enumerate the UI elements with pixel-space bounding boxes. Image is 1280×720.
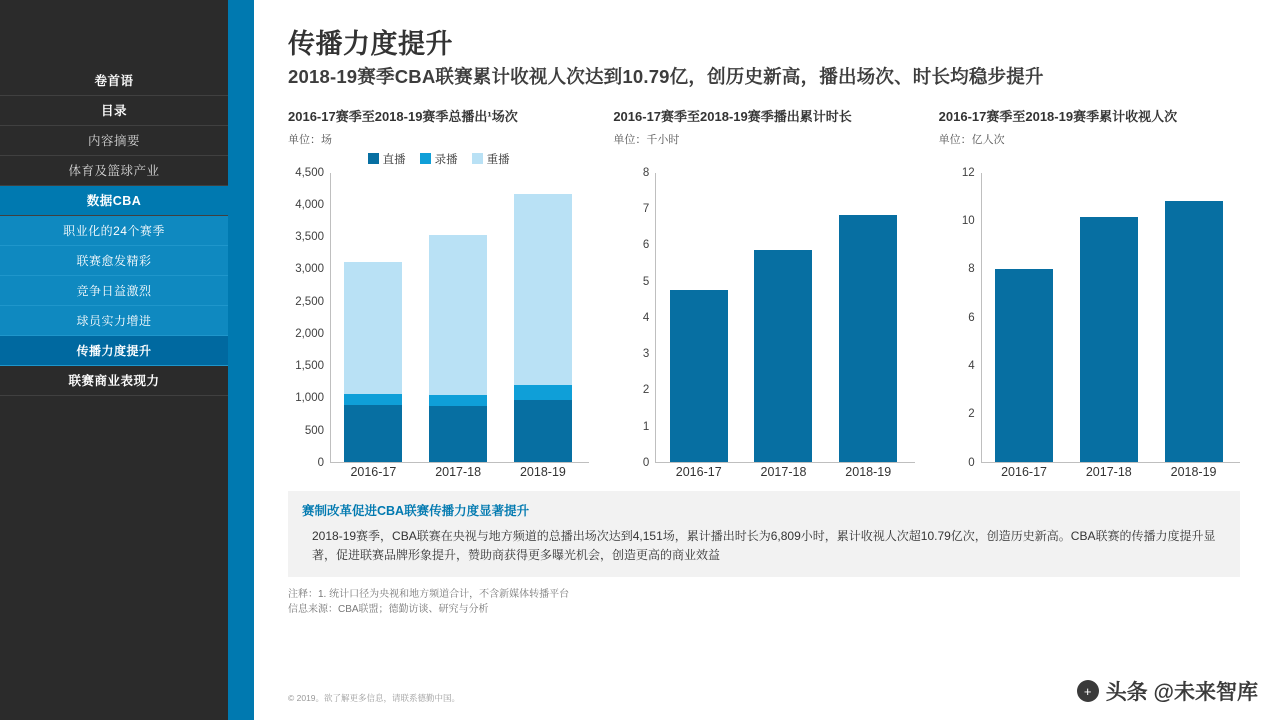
x-tick-label: 2018-19: [845, 464, 892, 479]
bar-segment: [670, 290, 728, 462]
chart-unit-label: 单位：场: [288, 133, 332, 146]
bar-column[interactable]: [514, 173, 572, 462]
y-tick-label: 2: [642, 384, 650, 397]
x-tick-label: 2018-19: [519, 464, 566, 479]
x-tick-label: 2018-19: [1170, 464, 1217, 479]
y-tick-label: 4,000: [295, 199, 324, 212]
circle-plus-icon: +: [1077, 680, 1099, 702]
y-tick-label: 3,500: [295, 231, 324, 244]
bar-column[interactable]: [1165, 173, 1223, 462]
bar-segment: [514, 194, 572, 385]
legend-item-0: [368, 151, 406, 167]
bar-segment: [344, 394, 402, 405]
bars-container: [331, 173, 585, 462]
chart-unit-label: 单位：亿人次: [938, 133, 1005, 146]
y-tick-label: 3: [642, 348, 650, 361]
callout-title: 赛制改革促进CBA联赛传播力度显著提升: [302, 503, 530, 518]
x-tick-label: 2017-18: [760, 464, 807, 479]
bar-column[interactable]: [839, 173, 897, 462]
x-tick-label: 2017-18: [1085, 464, 1132, 479]
sidebar-item-label: 卷首语: [94, 74, 134, 88]
y-tick-label: 2,000: [295, 327, 324, 340]
bar-column[interactable]: [344, 173, 402, 462]
y-tick-label: 6: [642, 239, 650, 252]
bars-container: [982, 173, 1236, 462]
chart-unit-label: 单位：千小时: [613, 133, 680, 146]
y-tick-label: 2,500: [295, 295, 324, 308]
x-axis-line: [981, 462, 1240, 463]
footnote-1: 注释：1. 统计口径为央视和地方频道合计，不含新媒体转播平台: [288, 589, 570, 601]
sidebar-item-label: 体育及篮球产业: [68, 164, 160, 178]
sidebar-item-5[interactable]: [0, 216, 228, 246]
chart-title: 2016-17赛季至2018-19赛季总播出¹场次: [288, 108, 518, 124]
y-tick-label: 3,000: [295, 263, 324, 276]
x-axis-line: [655, 462, 914, 463]
bar-segment: [514, 385, 572, 400]
y-tick-label: 12: [961, 166, 975, 179]
sidebar-item-1[interactable]: [0, 96, 228, 126]
sidebar-item-label: 目录: [100, 104, 127, 118]
sidebar-item-label: 职业化的24个赛季: [63, 224, 165, 238]
legend-swatch-icon: [472, 153, 483, 164]
bar-segment: [1165, 201, 1223, 462]
bar-segment: [839, 215, 897, 462]
sidebar-item-2[interactable]: [0, 126, 228, 156]
y-tick-label: 1: [642, 420, 650, 433]
footnote-source: 信息来源：CBA联盟；德勤访谈、研究与分析: [288, 604, 489, 616]
legend-item-2: [472, 151, 510, 167]
y-tick-label: 7: [642, 203, 650, 216]
chart-title: 2016-17赛季至2018-19赛季播出累计时长: [613, 108, 852, 124]
page-title: 传播力度提升: [288, 29, 453, 59]
chart-0: [288, 108, 589, 479]
sidebar-item-label: 联赛愈发精彩: [76, 254, 152, 268]
sidebar-item-label: 内容摘要: [87, 134, 140, 148]
bars-container: [656, 173, 910, 462]
sidebar-item-label: 竞争日益激烈: [76, 284, 152, 298]
page-subtitle: 2018-19赛季CBA联赛累计收视人次达到10.79亿，创历史新高，播出场次、时长均稳步提升: [288, 66, 1044, 87]
bar-segment: [1080, 217, 1138, 462]
sidebar-item-0[interactable]: [0, 66, 228, 96]
x-axis-line: [330, 462, 589, 463]
sidebar-item-label: 联赛商业表现力: [68, 374, 160, 388]
y-tick-label: 1,500: [295, 360, 324, 373]
legend-label: 录播: [434, 153, 458, 166]
callout-box: [288, 491, 1240, 577]
footnotes: [288, 587, 1240, 617]
bar-column[interactable]: [995, 173, 1053, 462]
x-tick-label: 2016-17: [1001, 464, 1047, 479]
x-axis-labels: [656, 465, 910, 479]
y-tick-label: 0: [642, 456, 650, 469]
chart-legend: [613, 151, 914, 167]
sidebar-item-label: 球员实力增进: [76, 314, 152, 328]
bar-segment: [995, 269, 1053, 462]
bar-column[interactable]: [1080, 173, 1138, 462]
x-tick-label: 2016-17: [350, 464, 397, 479]
chart-2: [938, 108, 1240, 479]
bar-segment: [514, 400, 572, 462]
copyright-text: © 2019。欲了解更多信息，请联系德勤中国。: [288, 693, 461, 703]
charts-row: [288, 108, 1240, 479]
sidebar-item-6[interactable]: [0, 246, 228, 276]
chart-1: [613, 108, 914, 479]
y-tick-label: 0: [317, 456, 324, 469]
y-tick-label: 8: [642, 166, 650, 179]
x-axis-labels: [982, 465, 1236, 479]
chart-title: 2016-17赛季至2018-19赛季累计收视人次: [938, 108, 1178, 124]
callout-body: 2018-19赛季，CBA联赛在央视与地方频道的总播出场次达到4,151场，累计播出时长为6,809小时，累计收视人次超10.79亿次，创造历史新高。CBA联赛的传播力度提升显著，促进联赛品牌形象提升，赞助商获得更多曝光机会，创造更高的商业效益: [312, 528, 1216, 562]
y-tick-label: 0: [968, 456, 975, 469]
y-tick-label: 1,000: [295, 392, 324, 405]
chart-plot-area: [939, 166, 1240, 479]
chart-legend: [288, 151, 589, 167]
sidebar-item-label: 传播力度提升: [76, 344, 152, 358]
x-axis-labels: [331, 465, 585, 479]
bar-segment: [344, 405, 402, 462]
sidebar-item-9[interactable]: [0, 336, 228, 366]
bar-segment: [429, 235, 487, 395]
y-tick-label: 8: [968, 263, 975, 276]
chart-plot-area: [288, 166, 589, 479]
bar-column[interactable]: [754, 173, 812, 462]
legend-swatch-icon: [420, 153, 431, 164]
bar-column[interactable]: [670, 173, 728, 462]
y-tick-label: 500: [304, 424, 324, 437]
sidebar: [0, 0, 228, 720]
legend-swatch-icon: [368, 153, 379, 164]
watermark: [1077, 676, 1258, 706]
slide-content: [254, 0, 1280, 720]
legend-item-1: [420, 151, 458, 167]
bar-column[interactable]: [429, 173, 487, 462]
bar-segment: [429, 406, 487, 461]
x-tick-label: 2016-17: [675, 464, 722, 479]
legend-label: 重播: [486, 153, 510, 166]
legend-label: 直播: [382, 153, 406, 166]
sidebar-item-3[interactable]: [0, 156, 228, 186]
y-tick-label: 2: [968, 408, 975, 421]
sidebar-item-8[interactable]: [0, 306, 228, 336]
sidebar-item-4[interactable]: [0, 186, 228, 216]
chart-legend: [939, 151, 1240, 167]
y-tick-label: 10: [961, 215, 975, 228]
y-tick-label: 4: [642, 311, 650, 324]
y-tick-label: 4,500: [295, 166, 324, 179]
x-tick-label: 2017-18: [435, 464, 482, 479]
watermark-text: 头条 @未来智库: [1105, 681, 1258, 704]
y-tick-label: 6: [968, 311, 975, 324]
y-tick-label: 4: [968, 360, 975, 373]
y-tick-label: 5: [642, 275, 650, 288]
chart-plot-area: [613, 166, 914, 479]
bar-segment: [754, 250, 812, 462]
sidebar-item-10[interactable]: [0, 366, 228, 396]
sidebar-accent-bar: [228, 0, 254, 720]
bar-segment: [429, 395, 487, 406]
sidebar-item-7[interactable]: [0, 276, 228, 306]
bar-segment: [344, 262, 402, 394]
sidebar-item-label: 数据CBA: [86, 194, 142, 208]
